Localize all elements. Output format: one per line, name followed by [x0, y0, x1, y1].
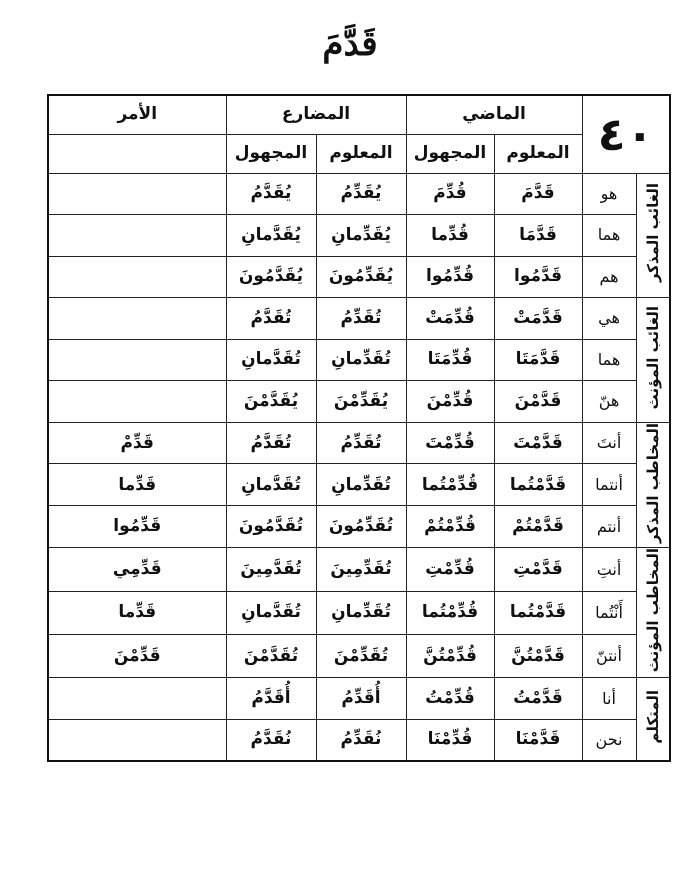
amr-cell	[48, 339, 226, 381]
table-row	[48, 591, 670, 634]
table-row	[48, 339, 670, 381]
madi-majhul-cell: قُدِّمْتُمْ	[406, 506, 494, 548]
mudari-majhul-cell: يُقَدَّمانِ	[226, 215, 316, 257]
page-title: قَدَّمَ	[322, 24, 378, 64]
amr-cell	[48, 256, 226, 298]
madi-majhul-cell: قُدِّمْتُما	[406, 464, 494, 506]
table-row	[48, 256, 670, 298]
madi-malum-cell: قَدَّمْنَ	[494, 381, 582, 423]
madi-majhul-cell: قُدِّمْتِ	[406, 548, 494, 591]
mudari-majhul-cell: يُقَدَّمُ	[226, 173, 316, 215]
table-row	[48, 173, 670, 215]
amr-cell: قَدِّمْ	[48, 422, 226, 464]
header-madi-malum: المعلوم	[494, 134, 582, 173]
mudari-malum-cell: يُقَدِّمانِ	[316, 215, 406, 257]
group-label	[636, 298, 670, 423]
pronoun-cell: أنتِ	[582, 548, 636, 591]
madi-majhul-cell: قُدِّمْتُما	[406, 591, 494, 634]
mudari-malum-cell: يُقَدِّمُونَ	[316, 256, 406, 298]
mudari-majhul-cell: تُقَدَّمانِ	[226, 591, 316, 634]
group-label	[636, 678, 670, 761]
madi-malum-cell: قَدَّمْنَا	[494, 719, 582, 761]
amr-cell: قَدِّمِي	[48, 548, 226, 591]
mudari-majhul-cell: يُقَدَّمْنَ	[226, 381, 316, 423]
amr-cell	[48, 719, 226, 761]
header-madi: الماضي	[406, 95, 582, 134]
mudari-malum-cell: تُقَدِّمْنَ	[316, 634, 406, 677]
table-row	[48, 506, 670, 548]
table-row	[48, 548, 670, 591]
mudari-majhul-cell: تُقَدَّمْنَ	[226, 634, 316, 677]
header-mudari: المضارع	[226, 95, 406, 134]
mudari-malum-cell: أُقَدِّمُ	[316, 678, 406, 720]
conjugation-table	[47, 94, 671, 762]
mudari-majhul-cell: نُقَدَّمُ	[226, 719, 316, 761]
madi-majhul-cell: قُدِّمَ	[406, 173, 494, 215]
madi-majhul-cell: قُدِّمْتُنَّ	[406, 634, 494, 677]
madi-malum-cell: قَدَّمُوا	[494, 256, 582, 298]
table-row	[48, 678, 670, 720]
table-row	[48, 215, 670, 257]
header-mudari-majhul: المجهول	[226, 134, 316, 173]
madi-malum-cell: قَدَّمْتُما	[494, 464, 582, 506]
madi-majhul-cell: قُدِّمَتَا	[406, 339, 494, 381]
amr-cell	[48, 381, 226, 423]
amr-cell	[48, 173, 226, 215]
table-row	[48, 298, 670, 340]
mudari-majhul-cell: تُقَدَّمانِ	[226, 464, 316, 506]
pronoun-cell: أنتم	[582, 506, 636, 548]
header-amr: الأمر	[48, 95, 226, 134]
madi-majhul-cell: قُدِّمْتَ	[406, 422, 494, 464]
mudari-malum-cell: يُقَدِّمُ	[316, 173, 406, 215]
amr-cell: قَدِّمُوا	[48, 506, 226, 548]
mudari-malum-cell: نُقَدِّمُ	[316, 719, 406, 761]
table-row	[48, 422, 670, 464]
mudari-malum-cell: تُقَدِّمِينَ	[316, 548, 406, 591]
amr-cell: قَدِّما	[48, 464, 226, 506]
table-number: ٤٠	[582, 95, 670, 173]
group-label-text: المخاطب المؤنث	[643, 548, 662, 673]
madi-malum-cell: قَدَّمْتِ	[494, 548, 582, 591]
mudari-majhul-cell: يُقَدَّمُونَ	[226, 256, 316, 298]
group-label-text: المخاطب المذكر	[643, 422, 662, 543]
amr-cell	[48, 678, 226, 720]
group-label-text: الغائب المذكر	[643, 183, 662, 283]
mudari-malum-cell: تُقَدِّمانِ	[316, 591, 406, 634]
pronoun-cell: أنا	[582, 678, 636, 720]
pronoun-cell: نحن	[582, 719, 636, 761]
pronoun-cell: هو	[582, 173, 636, 215]
pronoun-cell: هنّ	[582, 381, 636, 423]
table-row	[48, 464, 670, 506]
mudari-malum-cell: تُقَدِّمُ	[316, 298, 406, 340]
madi-majhul-cell: قُدِّمْنَا	[406, 719, 494, 761]
table-row	[48, 634, 670, 677]
header-madi-majhul: المجهول	[406, 134, 494, 173]
header-amr-empty	[48, 134, 226, 173]
pronoun-cell: هي	[582, 298, 636, 340]
mudari-majhul-cell: تُقَدَّمُ	[226, 298, 316, 340]
madi-majhul-cell: قُدِّمَتْ	[406, 298, 494, 340]
group-label-text: المتكلم	[643, 689, 662, 744]
table-row	[48, 381, 670, 423]
mudari-malum-cell: يُقَدِّمْنَ	[316, 381, 406, 423]
mudari-malum-cell: تُقَدِّمُونَ	[316, 506, 406, 548]
mudari-majhul-cell: تُقَدَّمُ	[226, 422, 316, 464]
group-label	[636, 422, 670, 548]
amr-cell: قَدِّما	[48, 591, 226, 634]
conjugation-body	[48, 173, 670, 761]
pronoun-cell: أنتنّ	[582, 634, 636, 677]
madi-malum-cell: قَدَّمَا	[494, 215, 582, 257]
mudari-majhul-cell: تُقَدَّمانِ	[226, 339, 316, 381]
madi-malum-cell: قَدَّمْتَ	[494, 422, 582, 464]
group-label	[636, 548, 670, 678]
madi-majhul-cell: قُدِّمْنَ	[406, 381, 494, 423]
mudari-majhul-cell: أُقَدَّمُ	[226, 678, 316, 720]
pronoun-cell: أنتَ	[582, 422, 636, 464]
mudari-malum-cell: تُقَدِّمانِ	[316, 339, 406, 381]
amr-cell: قَدِّمْنَ	[48, 634, 226, 677]
madi-malum-cell: قَدَّمْتُنَّ	[494, 634, 582, 677]
amr-cell	[48, 298, 226, 340]
madi-malum-cell: قَدَّمَتْ	[494, 298, 582, 340]
table-row	[48, 719, 670, 761]
pronoun-cell: هما	[582, 339, 636, 381]
madi-malum-cell: قَدَّمَتَا	[494, 339, 582, 381]
pronoun-cell: أَنْتُما	[582, 591, 636, 634]
madi-majhul-cell: قُدِّمُوا	[406, 256, 494, 298]
madi-majhul-cell: قُدِّمْتُ	[406, 678, 494, 720]
group-label	[636, 173, 670, 298]
amr-cell	[48, 215, 226, 257]
madi-majhul-cell: قُدِّما	[406, 215, 494, 257]
mudari-malum-cell: تُقَدِّمانِ	[316, 464, 406, 506]
madi-malum-cell: قَدَّمْتُمْ	[494, 506, 582, 548]
mudari-majhul-cell: تُقَدَّمِينَ	[226, 548, 316, 591]
madi-malum-cell: قَدَّمْتُما	[494, 591, 582, 634]
pronoun-cell: هما	[582, 215, 636, 257]
group-label-text: الغائب المؤنث	[643, 305, 662, 410]
madi-malum-cell: قَدَّمْتُ	[494, 678, 582, 720]
madi-malum-cell: قَدَّمَ	[494, 173, 582, 215]
header-mudari-malum: المعلوم	[316, 134, 406, 173]
mudari-majhul-cell: تُقَدَّمُونَ	[226, 506, 316, 548]
mudari-malum-cell: تُقَدِّمُ	[316, 422, 406, 464]
pronoun-cell: أنتما	[582, 464, 636, 506]
pronoun-cell: هم	[582, 256, 636, 298]
